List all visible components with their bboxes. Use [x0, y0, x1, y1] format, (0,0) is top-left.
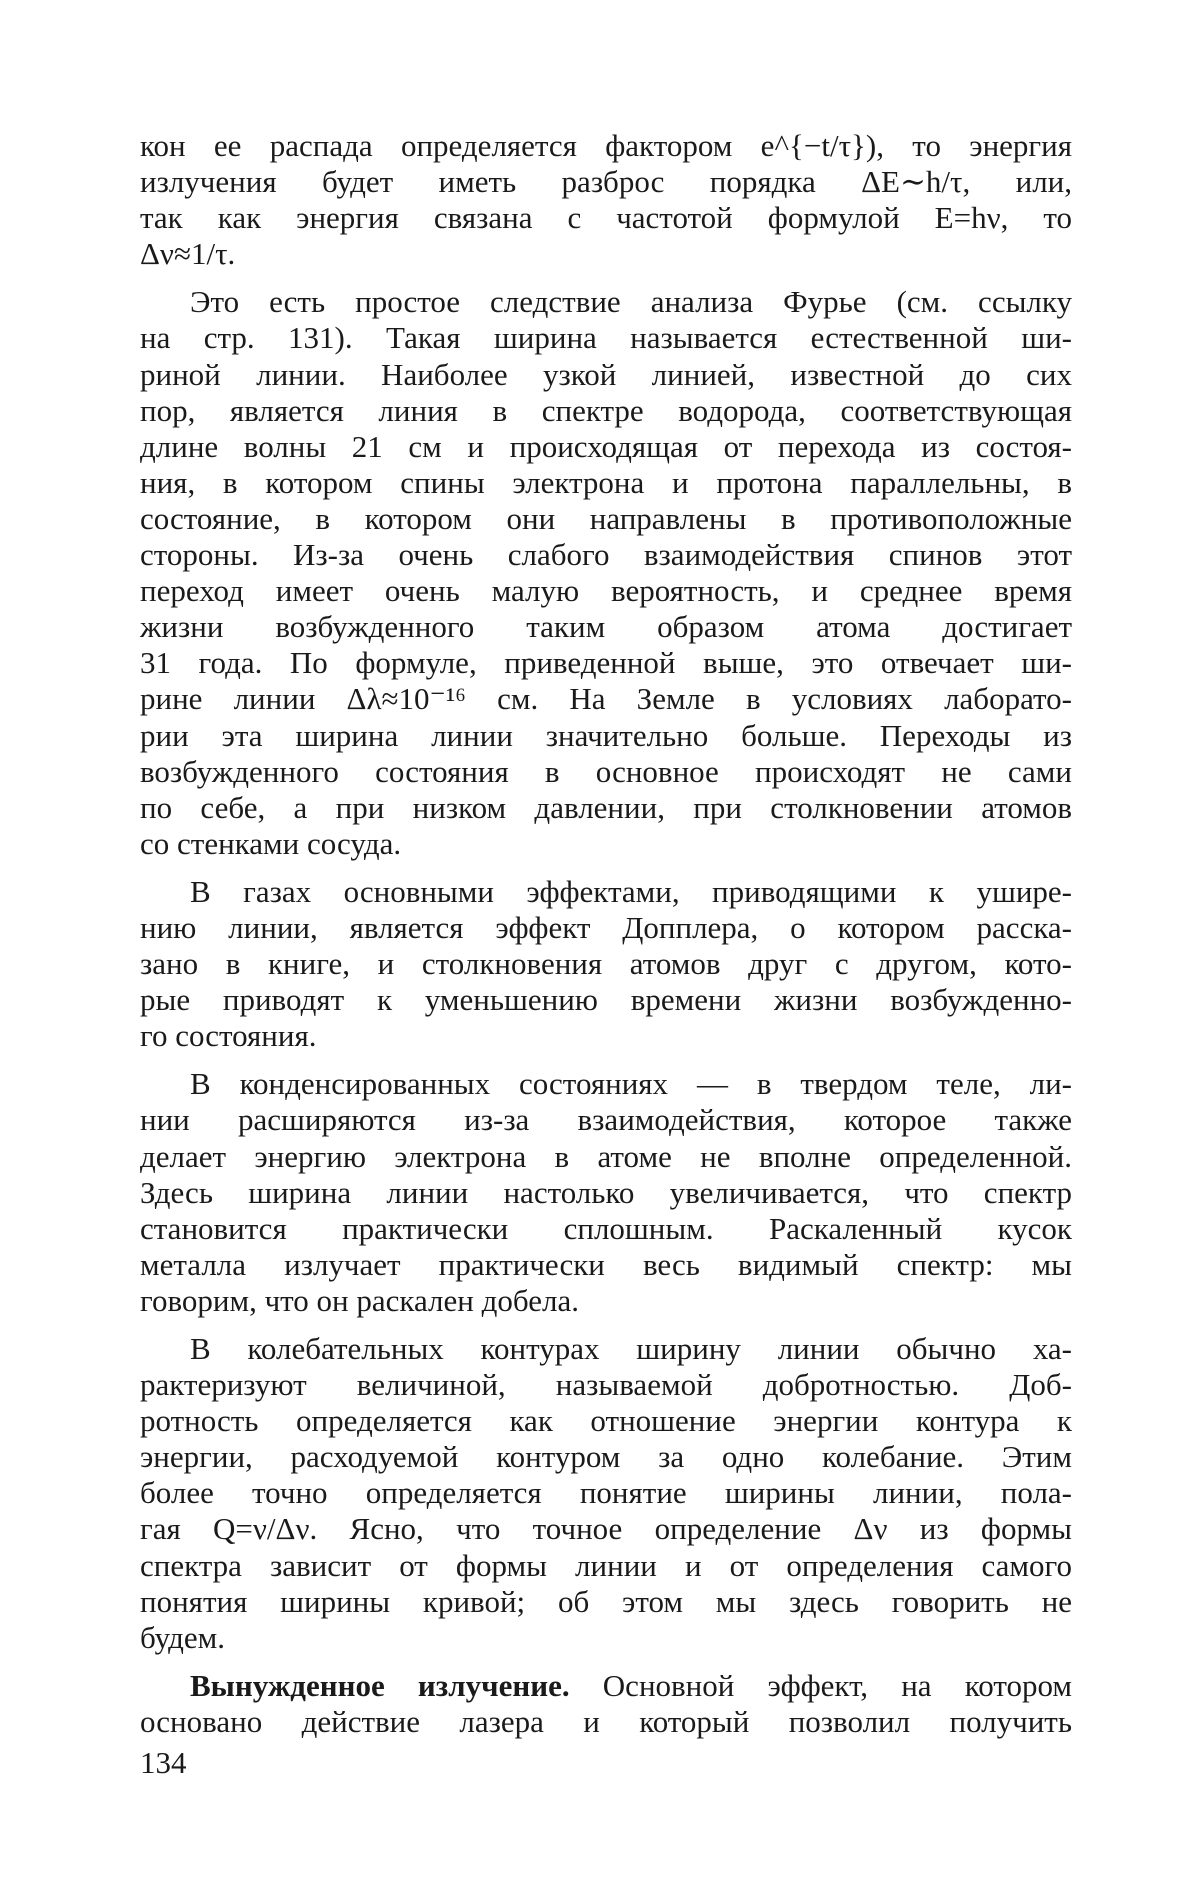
- paragraph-gap: [140, 272, 1072, 284]
- paragraph-1: [140, 128, 1072, 272]
- text-line: Это есть простое следствие анализа Фурье (см. ссылку: [190, 284, 1072, 320]
- text-line: основано действие лазера и который позволил получить: [140, 1703, 1072, 1739]
- text-line: кон ее распада определяется фактором e^{−t/τ}), то энергия: [140, 128, 1072, 163]
- text-line: [140, 1668, 1072, 1704]
- text-line: понятия ширины кривой; об этом мы здесь говорить не: [140, 1583, 1072, 1619]
- text-line: со стенками сосуда.: [140, 825, 402, 861]
- text-line: спектра зависит от формы линии и от определения самого: [140, 1547, 1072, 1583]
- text-line: по себе, а при низком давлении, при столкновении атомов: [140, 789, 1072, 825]
- page-number: 134: [140, 1745, 187, 1780]
- text-line: гая Q=ν/Δν. Ясно, что точное определение Δν из формы: [140, 1511, 1072, 1547]
- text-line: стороны. Из-за очень слабого взаимодействия спинов этот: [140, 537, 1072, 573]
- text-line: длине волны 21 см и происходящая от перехода из состоя-: [140, 428, 1072, 464]
- text-line: излучения будет иметь разброс порядка ΔE∼h/τ, или,: [140, 164, 1072, 200]
- text-line: состояние, в котором они направлены в противоположные: [140, 500, 1072, 536]
- paragraph-2: [140, 284, 1072, 862]
- text-line: так как энергия связана с частотой формулой E=hν, то: [140, 200, 1072, 236]
- text-line: В газах основными эффектами, приводящими к ушире-: [190, 873, 1072, 909]
- paragraph-4: [140, 1066, 1072, 1319]
- section-lead-heading: Вынужденное излучение.: [190, 1667, 570, 1703]
- text-line: более точно определяется понятие ширины линии, пола-: [140, 1475, 1072, 1511]
- text-line: Δν≈1/τ.: [140, 236, 236, 272]
- text-line: В колебательных контурах ширину линии обычно ха-: [190, 1331, 1072, 1366]
- text-line: металла излучает практически весь видимый спектр: мы: [140, 1246, 1072, 1282]
- text-line: го состояния.: [140, 1018, 317, 1054]
- text-line: жизни возбужденного таким образом атома достигает: [140, 609, 1072, 645]
- text-line: становится практически сплошным. Раскаленный кусок: [140, 1210, 1072, 1246]
- paragraph-gap: [140, 1319, 1072, 1331]
- text-line: рые приводят к уменьшению времени жизни возбужденно-: [140, 982, 1072, 1018]
- text-line: В конденсированных состояниях — в твердом теле, ли-: [190, 1066, 1072, 1102]
- text-line: делает энергию электрона в атоме не вполне определенной.: [140, 1138, 1072, 1174]
- text-line: риной линии. Наиболее узкой линией, известной до сих: [140, 356, 1072, 392]
- body-text: [140, 128, 1072, 1740]
- text-line: рактеризуют величиной, называемой добротностью. Доб-: [140, 1367, 1072, 1403]
- text-line: ротность определяется как отношение энергии контура к: [140, 1403, 1072, 1439]
- text-line: Здесь ширина линии настолько увеличивается, что спектр: [140, 1174, 1072, 1210]
- text-fragment: Основной эффект, на котором: [569, 1667, 1072, 1703]
- text-line: пор, является линия в спектре водорода, соответствующая: [140, 392, 1072, 428]
- paragraph-gap: [140, 1656, 1072, 1668]
- paragraph-final: [140, 1668, 1072, 1740]
- text-line: говорим, что он раскален добела.: [140, 1282, 579, 1318]
- paragraph-3: [140, 874, 1072, 1054]
- paragraph-gap: [140, 862, 1072, 874]
- text-line: нии расширяются из-за взаимодействия, которое также: [140, 1102, 1072, 1138]
- paragraph-gap: [140, 1054, 1072, 1066]
- text-line: будем.: [140, 1619, 226, 1655]
- text-line: ния, в котором спины электрона и протона параллельны, в: [140, 464, 1072, 500]
- text-line: нию линии, является эффект Допплера, о котором расска-: [140, 909, 1072, 945]
- text-line: энергии, расходуемой контуром за одно колебание. Этим: [140, 1439, 1072, 1475]
- text-line: рине линии Δλ≈10⁻¹⁶ см. На Земле в условиях лаборато-: [140, 681, 1072, 717]
- text-line: 31 года. По формуле, приведенной выше, это отвечает ши-: [140, 645, 1072, 681]
- text-line: рии эта ширина линии значительно больше. Переходы из: [140, 717, 1072, 753]
- text-line: возбужденного состояния в основное происходят не сами: [140, 753, 1072, 789]
- text-line: переход имеет очень малую вероятность, и среднее время: [140, 573, 1072, 609]
- text-line: зано в книге, и столкновения атомов друг с другом, кото-: [140, 946, 1072, 982]
- text-line: на стр. 131). Такая ширина называется естественной ши-: [140, 320, 1072, 356]
- paragraph-5: [140, 1331, 1072, 1656]
